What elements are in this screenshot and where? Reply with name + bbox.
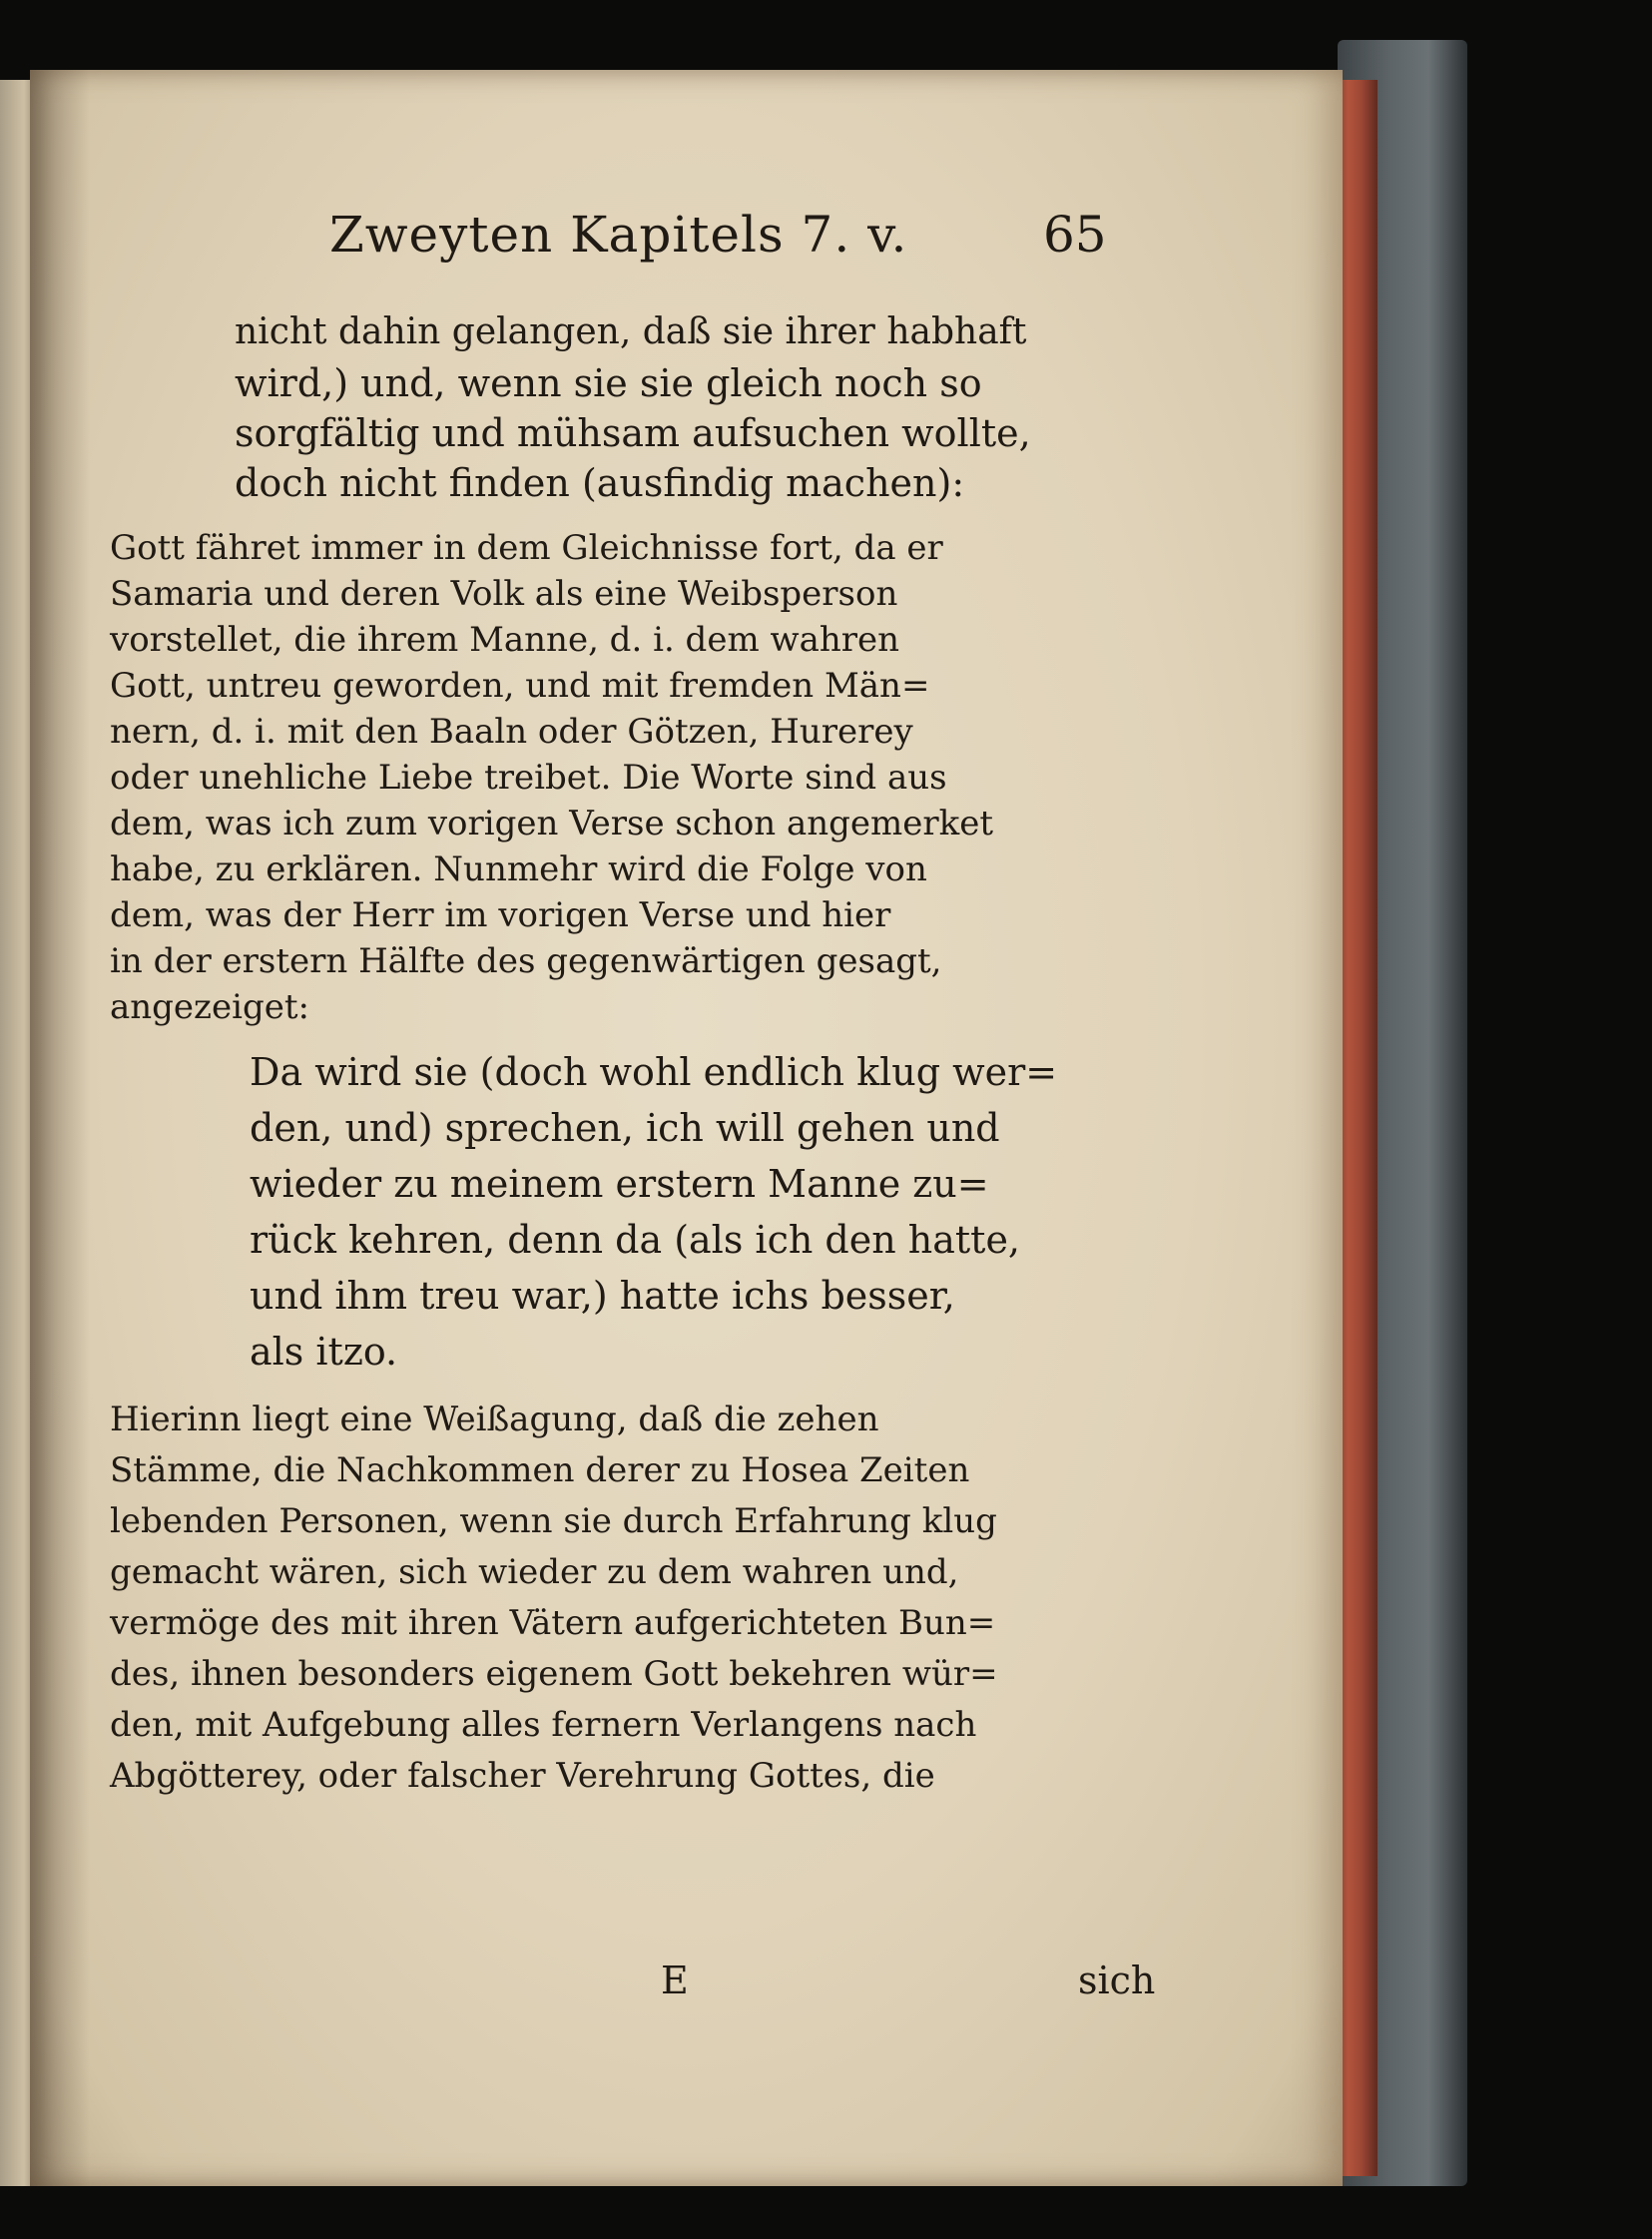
quote-2-line: als itzo.	[250, 1330, 398, 1374]
page-gutter-shadow	[30, 70, 90, 2186]
quote-1-line: nicht dahin gelangen, daß sie ihrer habhaft	[235, 311, 1027, 352]
quote-2-line: wieder zu meinem erstern Manne zu=	[250, 1162, 989, 1206]
paragraph-1-line: oder unehliche Liebe treibet. Die Worte sind aus	[110, 758, 947, 798]
paragraph-2-line: Hierinn liegt eine Weißagung, daß die zehen	[110, 1399, 879, 1439]
paragraph-1-line: angezeiget:	[110, 987, 309, 1027]
paragraph-2-line: den, mit Aufgebung alles fernern Verlangens nach	[110, 1705, 977, 1745]
running-head: Zweyten Kapitels 7. v.	[329, 206, 908, 264]
paragraph-2-line: Abgötterey, oder falscher Verehrung Gottes, die	[110, 1756, 935, 1796]
signature-mark: E	[661, 1959, 689, 2002]
paragraph-2-line: Stämme, die Nachkommen derer zu Hosea Zeiten	[110, 1450, 970, 1490]
quote-2-line: rück kehren, denn da (als ich den hatte,	[250, 1218, 1021, 1262]
page-number: 65	[1043, 206, 1107, 264]
catchword: sich	[1078, 1959, 1156, 2002]
paragraph-2-line: vermöge des mit ihren Vätern aufgerichteten Bun=	[110, 1603, 996, 1643]
paragraph-1-line: nern, d. i. mit den Baaln oder Götzen, Hurerey	[110, 712, 913, 752]
quote-2-line: Da wird sie (doch wohl endlich klug wer=	[250, 1050, 1058, 1094]
paragraph-1-line: dem, was ich zum vorigen Verse schon angemerket	[110, 804, 994, 843]
paragraph-1-line: Gott fähret immer in dem Gleichnisse fort, da er	[110, 528, 943, 568]
paragraph-2-line: lebenden Personen, wenn sie durch Erfahrung klug	[110, 1501, 997, 1541]
paragraph-1-line: dem, was der Herr im vorigen Verse und hier	[110, 895, 891, 935]
paragraph-1-line: Gott, untreu geworden, und mit fremden Män=	[110, 666, 930, 706]
book-page	[30, 70, 1343, 2186]
paragraph-2-line: gemacht wären, sich wieder zu dem wahren und,	[110, 1552, 959, 1592]
paragraph-1-line: habe, zu erklären. Nunmehr wird die Folge von	[110, 849, 927, 889]
quote-1-line: sorgfältig und mühsam aufsuchen wollte,	[235, 411, 1031, 455]
paragraph-1-line: vorstellet, die ihrem Manne, d. i. dem wahren	[110, 620, 900, 660]
quote-1-line: wird,) und, wenn sie sie gleich noch so	[235, 361, 982, 405]
quote-1-line: doch nicht finden (ausfindig machen):	[235, 461, 965, 505]
paragraph-1-line: Samaria und deren Volk als eine Weibsperson	[110, 574, 898, 614]
quote-2-line: und ihm treu war,) hatte ichs besser,	[250, 1274, 955, 1318]
paragraph-1-line: in der erstern Hälfte des gegenwärtigen gesagt,	[110, 941, 942, 981]
quote-2-line: den, und) sprechen, ich will gehen und	[250, 1106, 1000, 1150]
paragraph-2-line: des, ihnen besonders eigenem Gott bekehren wür=	[110, 1654, 998, 1694]
